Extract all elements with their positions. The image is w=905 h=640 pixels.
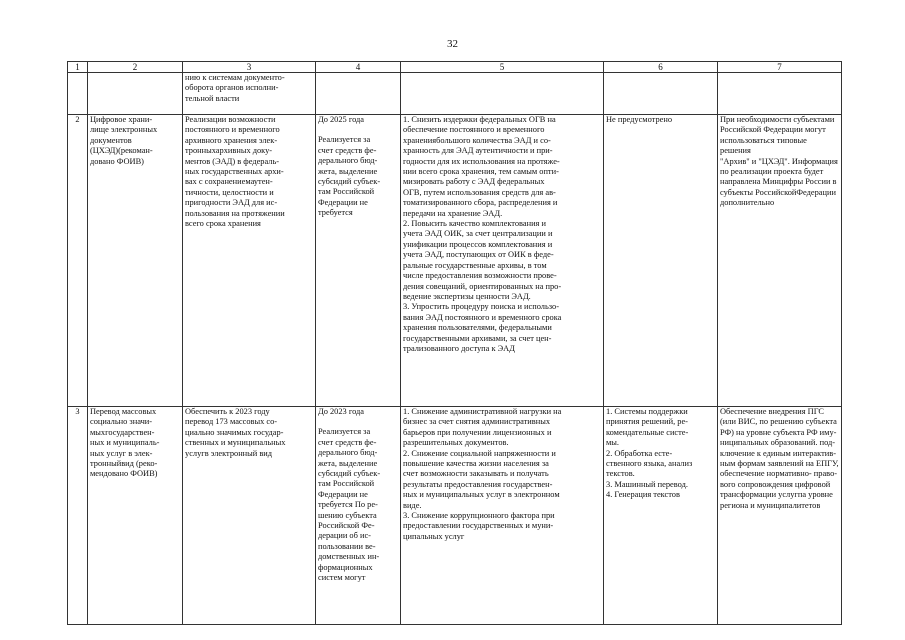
table-row <box>68 407 842 625</box>
table-row <box>68 115 842 407</box>
row-number: 2 <box>68 115 88 407</box>
cell-technologies: 1. Системы поддержки принятия решений, ре- комендательные систе- мы. 2. Обработка есте- ственного языка, анализ текстов. 3. Машинный перевод. 4. Генерация текстов <box>604 407 718 625</box>
cell-goal: Реализации возможности постоянного и временного архивного хранения элек- тронныхархивных доку- ментов (ЭАД) в федераль- ных государственных архи- вах с сохранениемаутен- тичности, целостности и пригодности ЭАД для ис- пользования на протяжении всего срока хранения <box>183 115 316 407</box>
table-row-continued <box>68 73 842 115</box>
header-cell: 6 <box>604 62 718 73</box>
page-number: 32 <box>447 38 458 50</box>
cell-notes: Обеспечение внедрения ПГС (или ВИС, по решению субъекта РФ) на уровне субъекта РФ иму- ниципальных образований. под- ключение к единым интерактив- ным формам заявлений на ЕПГУ, обеспечение нормативно- право- вого сопровождения цифровой трансформации услугпа уровне региона и муниципалитетов <box>718 407 842 625</box>
funding-text: Реализуется за счет средств фе- дерального бюд- жета, выделение субсидий субъек- там Российской Федерации не требуется По ре- шению субъекта Российской Фе- дерации об ис- пользовании ве- домственных ин- формационных систем могут <box>318 427 381 583</box>
cell-effects: 1. Снижение административной нагрузки на бизнес за счет снятия административных барьеров при получении лицензионных и разрешительных документов. 2. Снижение социальной напряженности и повышение качества жизни населения за счет возможности заказывать и получать результаты предоставления государствен- ных и муниципальных услуг в электронном виде. 3. Снижение коррупционного фактора при предоставлении государственных и муни- ципальных услуг <box>401 407 604 625</box>
document-table <box>67 61 842 625</box>
cell-effects: 1. Снизить издержки федеральных ОГВ на обеспечение постоянного и временного хранениябольшого количества ЭАД и со- хранность для ЭАД аутентичности и при- годности для их использования на протяже- нии всего срока хранения, тем самым опти- мизировать работу с ЭАД федеральных ОГВ, путем использования средств для ав- томатизированного сбора, распределения и передачи на хранение ЭАД. 2. Повысить качество комплектования и учета ЭАД ОИК, за счет централизации и унификации процессов комплектования и учета ЭАД, поступающих от ОИК в феде- ральные государственные архивы, в том числе предоставления возможности прове- дения совещаний, ориентированных на про- ведение экспертизы ценности ЭАД. 3. Упростить процедуру поиска и использо- вания ЭАД постоянного и временного срока хранения пользователями, федеральными государственными архивами, за счет цен- трализованного доступа к ЭАД <box>401 115 604 407</box>
row-number: 3 <box>68 407 88 625</box>
funding-text: Реализуется за счет средств фе- дерального бюд- жета, выделение субсидий субъек- там Российской Федерации не требуется <box>318 135 381 218</box>
cell-project-name: Перевод массовых социально значи- мыхгосударствен- ных и муниципаль- ных услуг в элек- тронныйвид (реко- мендовано ФОИВ) <box>88 407 183 625</box>
cell-project-name: Цифровое храни- лище электронных документов (ЦХЭД)(рекоман- довано ФОИВ) <box>88 115 183 407</box>
cell-technologies: Не предусмотрено <box>604 115 718 407</box>
cell-continued-text: нию к системам документо- оборота органов исполни- тельной власти <box>183 73 316 115</box>
cell-deadline-funding <box>316 115 401 407</box>
header-cell: 2 <box>88 62 183 73</box>
cell-deadline-funding <box>316 407 401 625</box>
deadline-text: До 2023 года <box>318 407 364 416</box>
header-row <box>68 62 842 73</box>
header-cell: 3 <box>183 62 316 73</box>
header-cell: 1 <box>68 62 88 73</box>
header-cell: 7 <box>718 62 842 73</box>
header-cell: 5 <box>401 62 604 73</box>
cell-goal: Обеспечить к 2023 году перевод 173 массовых со- циально значимых государ- ственных и муниципальных услугв электронный вид <box>183 407 316 625</box>
cell-notes: При необходимости субъектами Российской Федерации могут использоваться типовые решения "Архив" и "ЦХЭД". Информация по реализации проекта будет направлена Минцифры России в субъекты РоссийскойФедерации дополнительно <box>718 115 842 407</box>
header-cell: 4 <box>316 62 401 73</box>
deadline-text: До 2025 года <box>318 115 364 124</box>
